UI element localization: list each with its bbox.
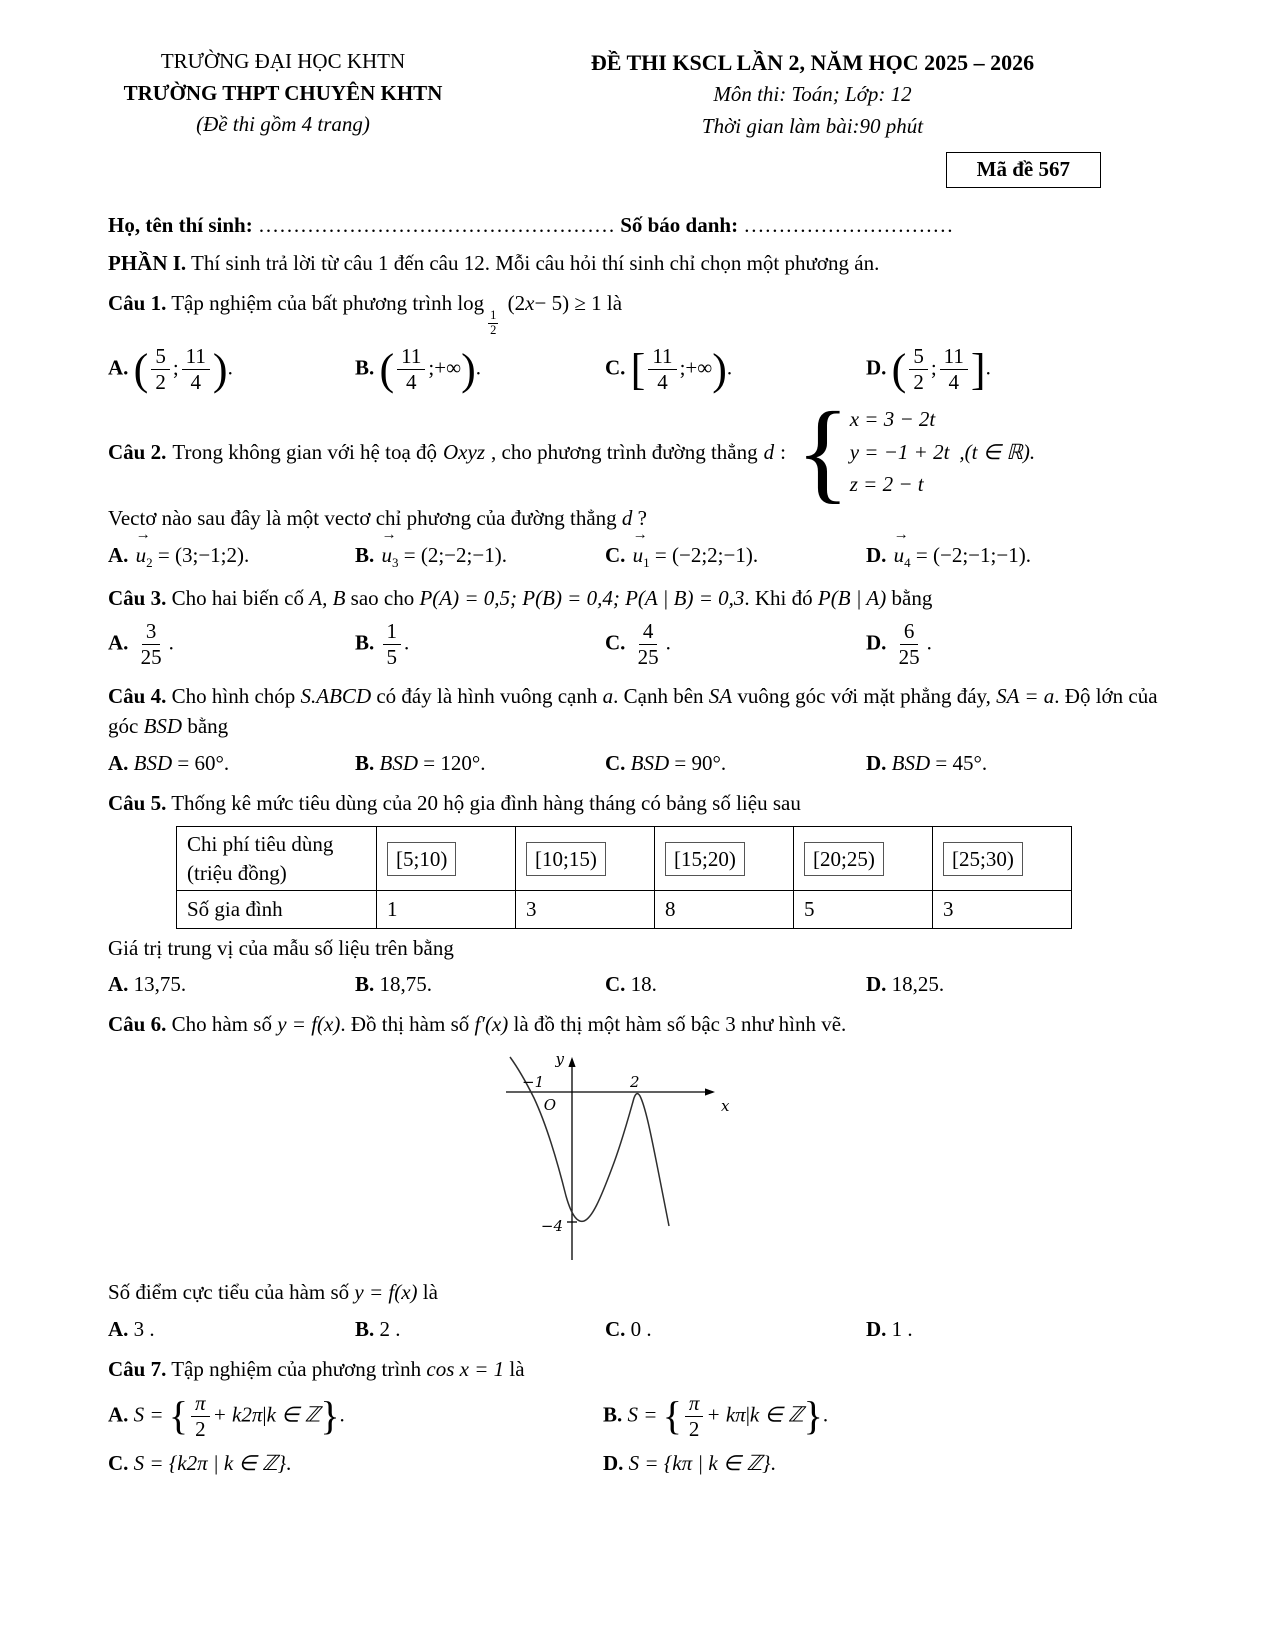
q7-stem	[108, 1354, 1167, 1384]
q7-option-b: B. S = { $\frac{\pi}{2}$ + kπ|k ∈ ℤ}.	[603, 1390, 829, 1441]
option-value: 1 .	[891, 1316, 913, 1341]
school-name-university: TRƯỜNG ĐẠI HỌC KHTN	[160, 49, 406, 73]
x-tick-minus1-label: −1	[522, 1072, 545, 1091]
question-6	[108, 1009, 1167, 1344]
q2-stem-mid: , cho phương trình đường thẳng	[491, 440, 758, 465]
period: .	[770, 1450, 776, 1475]
separator: ;	[930, 355, 937, 380]
q6-label: Câu 6.	[108, 1012, 167, 1037]
q5-stem	[108, 788, 1167, 818]
question-4	[108, 681, 1167, 778]
fraction	[909, 344, 928, 395]
numerator: 6	[900, 619, 919, 645]
period: .	[227, 355, 233, 380]
q1-options	[108, 344, 1167, 395]
denominator: 2	[913, 370, 924, 394]
q2-option-a	[108, 540, 355, 573]
option-label: D.	[603, 1450, 624, 1475]
option-value: 18,25.	[891, 971, 945, 996]
part1-label: PHẦN I.	[108, 250, 187, 275]
q5-stem-text: Thống kê mức tiêu dùng của 20 hộ gia đình hàng tháng có bảng số liệu sau	[171, 790, 801, 815]
numerator: 1	[383, 619, 402, 645]
q2-option-c	[605, 540, 866, 573]
denominator: 2	[688, 1416, 700, 1441]
set-bar: |	[262, 1402, 267, 1427]
option-label: B.	[355, 542, 375, 567]
option-label: D.	[866, 355, 887, 380]
student-id-dotted-line: …………………………	[743, 212, 954, 237]
q3-option-b	[355, 619, 605, 670]
q6-option-c	[605, 1314, 866, 1344]
set-symbol: S =	[133, 1450, 164, 1475]
option-label: A.	[108, 542, 129, 567]
interval-cell	[933, 827, 1072, 891]
option-value: = 120°.	[423, 750, 486, 775]
exam-duration: Thời gian làm bài:90 phút	[701, 113, 924, 138]
q3-option-c	[605, 619, 866, 670]
count-cell: 8	[655, 891, 794, 928]
period: .	[339, 1402, 345, 1427]
fraction	[895, 619, 924, 670]
period: .	[168, 630, 174, 655]
q3-label: Câu 3.	[108, 585, 167, 610]
vector-subscript: 4	[904, 554, 911, 570]
numerator: 3	[142, 619, 161, 645]
q4-label: Câu 4.	[108, 683, 167, 708]
q5-option-c	[605, 969, 866, 999]
q1-stem-pre: Tập nghiệm của bất phương trình	[171, 291, 453, 316]
question-7	[108, 1354, 1167, 1478]
denominator: 5	[386, 645, 398, 670]
numerator: 4	[639, 619, 658, 645]
q6-function: y = f(x)	[277, 1012, 341, 1037]
denominator: 25	[898, 645, 920, 670]
x-axis-arrow	[705, 1088, 715, 1095]
q6-stem-pre: Cho hàm số	[171, 1012, 272, 1037]
q7-stem-pre: Tập nghiệm của phương trình	[171, 1357, 422, 1382]
q3-option-a	[108, 619, 355, 670]
q2-suffix: ,(t ∈ ℝ).	[959, 440, 1036, 465]
vector-symbol: u →	[382, 540, 393, 570]
denominator: 4	[657, 370, 668, 394]
fraction	[137, 619, 166, 670]
q2-stem2-line-name: d	[621, 506, 633, 531]
fraction	[151, 344, 170, 395]
q1-log-subscript	[486, 306, 500, 337]
angle-name: BSD	[891, 750, 931, 775]
term: + kπ	[706, 1402, 746, 1427]
q6-derivative: f′(x)	[474, 1012, 509, 1037]
q1-log: log	[457, 291, 485, 316]
option-label: B.	[355, 355, 375, 380]
q6-stem2-post: là	[422, 1280, 438, 1305]
vector-subscript: 2	[146, 554, 153, 570]
q5-label: Câu 5.	[108, 790, 167, 815]
q6-stem	[108, 1009, 1167, 1039]
q2-options	[108, 540, 1167, 573]
interval-cell	[516, 827, 655, 891]
condition: k ∈ ℤ	[749, 1402, 804, 1427]
q1-expr-open: (2	[507, 291, 526, 316]
q3-events: A, B	[309, 585, 346, 610]
origin-label: O	[543, 1095, 556, 1114]
system-line-x: x = 3 − 2t	[849, 407, 936, 432]
vector-symbol: u →	[894, 540, 905, 570]
option-value: 18.	[630, 971, 657, 996]
option-label: A.	[108, 1316, 129, 1341]
option-value: 3 .	[133, 1316, 155, 1341]
header	[108, 46, 1167, 188]
row-header-cell	[177, 827, 377, 891]
fraction	[191, 1391, 210, 1442]
numerator: 11	[940, 344, 968, 370]
interval-value: [25;30)	[943, 842, 1023, 876]
numerator: 5	[909, 344, 928, 370]
option-label: C.	[605, 1316, 626, 1341]
cubic-derivative-graph	[500, 1050, 745, 1265]
x-tick-2-label: 2	[630, 1072, 640, 1091]
q4-pyramid-name: S.ABCD	[300, 683, 372, 708]
q7-options-row1	[108, 1391, 1167, 1442]
row-header-cell: Số gia đình	[177, 891, 377, 928]
q4-side-a: a	[602, 683, 614, 708]
denominator: 2	[195, 1416, 206, 1441]
option-label: A.	[108, 1402, 129, 1427]
option-label: C.	[605, 750, 626, 775]
period: .	[985, 355, 991, 380]
q2-equation-system: { x = 3 − 2t y = −1 + 2t z = 2 − t	[795, 390, 950, 515]
angle-name: BSD	[630, 750, 670, 775]
option-label: D.	[866, 630, 887, 655]
q2-line-name: d	[763, 440, 775, 465]
q1-option-a: A. ( $\frac{5}{2}$ ; $\frac{11}{4}$ ).	[108, 343, 233, 394]
q7-equation: cos x = 1	[426, 1357, 505, 1382]
q6-option-d	[866, 1314, 1167, 1344]
infinity: +∞	[434, 355, 462, 380]
exam-subject: Môn thi: Toán; Lớp: 12	[713, 82, 912, 106]
option-label: A.	[108, 355, 129, 380]
denominator: 2	[155, 370, 166, 394]
vector-symbol: u →	[136, 540, 147, 570]
q4-options	[108, 748, 1167, 778]
q6-stem2	[108, 1277, 1167, 1307]
vector-subscript: 1	[643, 554, 650, 570]
option-label: C.	[605, 630, 626, 655]
option-label: A.	[108, 971, 129, 996]
school-block	[108, 46, 458, 188]
q6-graph-container	[500, 1050, 1167, 1273]
student-name-label: Họ, tên thí sinh:	[108, 212, 253, 237]
vector-symbol: u →	[633, 540, 644, 570]
option-value: 18,75.	[379, 971, 433, 996]
q6-stem2-pre: Số điểm cực tiểu của hàm số	[108, 1280, 350, 1305]
denominator: 4	[948, 370, 960, 394]
student-id-label: Số báo danh:	[620, 212, 739, 237]
option-label: A.	[108, 630, 129, 655]
set-symbol: S =	[627, 1402, 658, 1427]
q6-stem-mid: . Đồ thị hàm số	[340, 1012, 470, 1037]
infinity: +∞	[685, 355, 713, 380]
fraction	[685, 1391, 704, 1442]
option-value: 0 .	[630, 1316, 652, 1341]
period: .	[286, 1450, 292, 1475]
option-value: 2 .	[379, 1316, 401, 1341]
numerator: 11	[182, 344, 210, 370]
interval-value: [5;10)	[387, 842, 456, 876]
period: .	[726, 355, 733, 380]
q3-stem-pre: Cho hai biến cố	[171, 585, 304, 610]
q7-option-d	[603, 1448, 1167, 1478]
q5-frequency-table	[176, 826, 1072, 928]
option-label: C.	[605, 971, 626, 996]
q2-label: Câu 2.	[108, 440, 167, 465]
option-value: 13,75.	[133, 971, 187, 996]
interval-cell	[377, 827, 516, 891]
interval-value: [15;20)	[665, 842, 745, 876]
y-tick-minus4-label: −4	[540, 1216, 563, 1235]
set-symbol: S =	[628, 1450, 659, 1475]
period: .	[926, 630, 932, 655]
option-value: {k2π | k ∈ ℤ}	[168, 1450, 287, 1475]
denominator: 25	[637, 645, 659, 670]
q2-stem-pre: Trong không gian với hệ toạ độ	[172, 440, 438, 465]
q4-option-c	[605, 748, 866, 778]
x-axis-label: x	[721, 1096, 730, 1115]
q1-expr-x: x	[525, 291, 535, 316]
question-1	[108, 288, 1167, 395]
numerator: 11	[397, 344, 425, 370]
interval-value: [20;25)	[804, 842, 884, 876]
part1-heading	[108, 248, 1167, 278]
option-value: = (−2;−1;−1).	[915, 542, 1031, 567]
numerator: π	[191, 1391, 210, 1417]
question-3	[108, 583, 1167, 671]
separator: ;	[172, 355, 179, 380]
q3-stem-post: bằng	[891, 585, 933, 610]
q6-stem2-function: y = f(x)	[354, 1280, 418, 1305]
angle-name: BSD	[379, 750, 419, 775]
q4-stem	[108, 681, 1167, 742]
q4-option-a	[108, 748, 355, 778]
fraction	[634, 619, 663, 670]
numerator: π	[685, 1391, 704, 1417]
option-label: C.	[108, 1450, 129, 1475]
option-label: B.	[355, 1316, 375, 1341]
system-line-y: y = −1 + 2t	[849, 439, 950, 464]
pages-note: (Đề thi gồm 4 trang)	[196, 112, 370, 136]
q5-option-a	[108, 969, 355, 999]
q1-stem-post: là	[606, 291, 623, 316]
separator: ;	[679, 355, 686, 380]
exam-code-box: Mã đề 567	[946, 152, 1101, 188]
interval-cell	[794, 827, 933, 891]
q4-sa-equals-a: SA = a	[996, 683, 1055, 708]
school-name-high-school: TRƯỜNG THPT CHUYÊN KHTN	[123, 80, 443, 105]
q1-stem	[108, 288, 1167, 337]
option-value: = 90°.	[674, 750, 727, 775]
interval-cell	[655, 827, 794, 891]
q5-options	[108, 969, 1167, 999]
option-value: = (2;−2;−1).	[403, 542, 507, 567]
q4-edge-sa: SA	[708, 683, 733, 708]
q7-stem-post: là	[509, 1357, 525, 1382]
q4-stem-mid2: . Cạnh bên	[613, 683, 704, 708]
period: .	[665, 630, 671, 655]
student-name-dotted-line: ……………………………………………	[257, 212, 615, 237]
question-2	[108, 390, 1167, 573]
numerator: 5	[151, 344, 170, 370]
q5-option-b	[355, 969, 605, 999]
condition: k ∈ ℤ	[266, 1402, 321, 1427]
q3-options	[108, 619, 1167, 670]
q1-log-sub-den: 2	[490, 323, 497, 338]
option-label: B.	[603, 1402, 623, 1427]
vector-subscript: 3	[392, 554, 399, 570]
row-header-line2: (triệu đồng)	[187, 860, 287, 885]
q1-option-d: D. ( $\frac{5}{2}$ ; $\frac{11}{4}$ ].	[866, 343, 991, 394]
q6-stem-post: là đồ thị một hàm số bậc 3 như hình vẽ.	[513, 1012, 847, 1037]
q7-option-c	[108, 1448, 603, 1478]
q3-stem	[108, 583, 1167, 613]
period: .	[822, 1402, 829, 1427]
q5-stem2: Giá trị trung vị của mẫu số liệu trên bằng	[108, 935, 454, 960]
option-value: = 60°.	[177, 750, 230, 775]
q4-stem-mid4: . Độ lớn của góc	[108, 683, 1158, 739]
fraction	[383, 619, 402, 670]
q1-option-c: C. [ $\frac{11}{4}$ ;+∞).	[605, 343, 733, 394]
fraction	[648, 344, 676, 395]
q6-option-a	[108, 1314, 355, 1344]
option-label: C.	[605, 355, 626, 380]
q2-stem2-pre: Vectơ nào sau đây là một vectơ chỉ phương của đường thẳng	[108, 506, 617, 531]
count-cell: 3	[933, 891, 1072, 928]
set-bar: |	[745, 1402, 750, 1427]
denominator: 4	[406, 370, 417, 394]
q3-stem-mid2: . Khi đó	[744, 585, 813, 610]
exam-title: ĐỀ THI KSCL LẦN 2, NĂM HỌC 2025 – 2026	[590, 50, 1035, 75]
q2-option-b	[355, 540, 605, 573]
q4-stem-post: bằng	[187, 714, 229, 739]
q2-option-d	[866, 540, 1167, 573]
q7-label: Câu 7.	[108, 1357, 167, 1382]
option-label: D.	[866, 971, 887, 996]
angle-name: BSD	[133, 750, 173, 775]
option-value: = (3;−1;2).	[157, 542, 250, 567]
q2-colon: :	[780, 440, 786, 465]
separator: ;	[428, 355, 435, 380]
q6-options	[108, 1314, 1167, 1344]
option-label: A.	[108, 750, 129, 775]
q3-stem-mid: sao cho	[350, 585, 415, 610]
period: .	[475, 355, 481, 380]
student-info-line	[108, 210, 1167, 240]
q7-options-row2	[108, 1448, 1167, 1478]
fraction	[940, 344, 968, 395]
option-label: D.	[866, 750, 887, 775]
count-cell: 3	[516, 891, 655, 928]
denominator: 4	[190, 370, 202, 394]
term: + k2π	[212, 1402, 263, 1427]
option-label: B.	[355, 971, 375, 996]
option-label: B.	[355, 750, 375, 775]
option-value: = 45°.	[935, 750, 988, 775]
interval-value: [10;15)	[526, 842, 606, 876]
system-line-z: z = 2 − t	[849, 471, 924, 496]
q2-stem2-question-mark: ?	[637, 506, 647, 531]
q3-conditional: P(B | A)	[817, 585, 887, 610]
q4-stem-pre: Cho hình chóp	[171, 683, 296, 708]
part1-text: Thí sinh trả lời từ câu 1 đến câu 12. Mỗi câu hỏi thí sinh chỉ chọn một phương án.	[191, 250, 880, 275]
q1-label: Câu 1.	[108, 291, 167, 316]
set-symbol: S =	[133, 1402, 164, 1427]
q4-stem-mid: có đáy là hình vuông cạnh	[376, 683, 598, 708]
q7-option-a: A. S = { $\frac{\pi}{2}$ + k2π|k ∈ ℤ}.	[108, 1390, 345, 1441]
fraction	[397, 344, 425, 395]
option-label: C.	[605, 542, 626, 567]
option-label: B.	[355, 630, 375, 655]
q4-option-d	[866, 748, 1167, 778]
q2-stem	[108, 390, 1167, 515]
q1-expr-rest: − 5) ≥ 1	[534, 291, 602, 316]
numerator: 11	[648, 344, 676, 370]
q2-oxyz: Oxyz	[443, 440, 485, 465]
option-value: {kπ | k ∈ ℤ}	[663, 1450, 771, 1475]
exam-info-block	[458, 46, 1167, 188]
q4-option-b	[355, 748, 605, 778]
y-axis-label: y	[555, 1049, 564, 1068]
count-cell: 5	[794, 891, 933, 928]
fraction	[182, 344, 210, 395]
table-row-counts	[177, 891, 1072, 928]
y-axis-arrow	[568, 1057, 575, 1067]
row-header-line1: Chi phí tiêu dùng	[187, 832, 334, 857]
q4-angle-bsd: BSD	[143, 714, 183, 739]
q6-option-b	[355, 1314, 605, 1344]
q1-option-b: B. ( $\frac{11}{4}$ ;+∞).	[355, 343, 481, 394]
exam-code-row	[458, 152, 1101, 188]
option-label: D.	[866, 542, 887, 567]
period: .	[404, 630, 410, 655]
question-5	[108, 788, 1167, 999]
system-lines	[850, 405, 950, 499]
q5-option-d	[866, 969, 1167, 999]
q3-probabilities: P(A) = 0,5; P(B) = 0,4; P(A | B) = 0,3	[419, 585, 745, 610]
denominator: 25	[140, 645, 162, 670]
q1-log-sub-num: 1	[490, 308, 497, 323]
option-label: D.	[866, 1316, 887, 1341]
option-value: = (−2;2;−1).	[654, 542, 759, 567]
table-row-intervals	[177, 827, 1072, 891]
q4-stem-mid3: vuông góc với mặt phẳng đáy,	[737, 683, 991, 708]
q3-option-d	[866, 619, 1167, 670]
count-cell: 1	[377, 891, 516, 928]
